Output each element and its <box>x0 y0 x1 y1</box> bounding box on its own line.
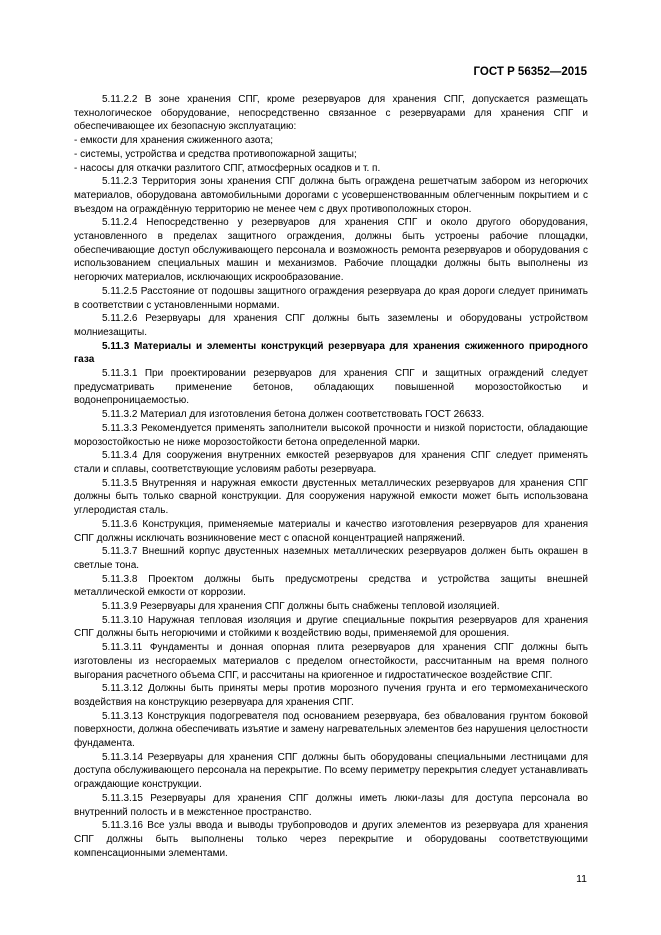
paragraph: 5.11.3.3 Рекомендуется применять заполнители высокой прочности и низкой пористости, обладающие морозостойкостью не ниже морозостойкости бетона определенной марки. <box>74 422 588 448</box>
paragraph: 5.11.3.15 Резервуары для хранения СПГ должны иметь люки-лазы для доступа персонала во внутренний полость и в межстенное пространство. <box>74 792 588 818</box>
paragraph: 5.11.3.1 При проектировании резервуаров для хранения СПГ и защитных ограждений следует предусматривать применение бетонов, обладающих повышенной морозостойкостью и водонепроницаемостью. <box>74 368 588 407</box>
paragraph: 5.11.3.9 Резервуары для хранения СПГ должны быть снабжены тепловой изоляцией. <box>102 601 500 613</box>
page-number: 11 <box>576 873 587 885</box>
paragraph: 5.11.3.14 Резервуары для хранения СПГ должны быть оборудованы специальными лестницами для доступа обслуживающего персонала на перекрытие. По всему периметру перекрытия следует устанавливать ограждающие конструкции. <box>74 751 588 791</box>
paragraph: 5.11.2.5 Расстояние от подошвы защитного ограждения резервуара до края дороги следует принимать в соответствии с установленными нормами. <box>74 285 588 311</box>
paragraph: 5.11.3.4 Для сооружения внутренних емкостей резервуаров для хранения СПГ следует применять стали и сплавы, соответствующие условиям работы резервуара. <box>74 450 588 475</box>
paragraph: 5.11.2.3 Территория зоны хранения СПГ должна быть ограждена решетчатым забором из негорючих материалов, оборудована автомобильными дорогами с усовершенствованным облегченным покрытием и с въездом на ограждённую территорию не менее чем с двух противоположных сторон. <box>74 176 588 215</box>
document-code: ГОСТ Р 56352—2015 <box>473 66 587 78</box>
list-item: - насосы для откачки разлитого СПГ, атмосферных осадков и т. п. <box>74 162 381 174</box>
paragraph: 5.11.3.11 Фундаменты и донная опорная плита резервуаров для хранения СПГ должны быть изготовлены из несгораемых материалов с пределом огнестойкости, рассчитанным на время полного выгорания расчетного объема СПГ, и рассчитаны на криогенное и гидростатическое воздействие СПГ. <box>74 642 588 681</box>
paragraph: 5.11.3.16 Все узлы ввода и выводы трубопроводов и других элементов из резервуара для хранения СПГ должны быть выполнены только через перекрытие и оборудованы соответствующими компенсационными элементами. <box>74 820 588 859</box>
paragraph: 5.11.3.13 Конструкция подогревателя под основанием резервуара, без обвалования грунтом боковой поверхности, должна обеспечивать изъятие и замену нагревательных элементов без нарушения целостности фундамента. <box>74 710 588 750</box>
paragraph: 5.11.3.6 Конструкция, применяемые материалы и качество изготовления резервуаров для хранения СПГ должны исключать возникновение мест с опасной концентрацией напряжений. <box>74 518 588 544</box>
paragraph: 5.11.3.5 Внутренняя и наружная емкости двустенных металлических резервуаров для хранения СПГ должны быть только сварной конструкции. Для сооружения наружной емкости может быть использована углеродистая сталь. <box>74 477 588 517</box>
paragraph: 5.11.3.12 Должны быть приняты меры против морозного пучения грунта и его термомеханического воздействия на конструкцию резервуара для хранения СПГ. <box>74 683 588 708</box>
paragraph: 5.11.3.2 Материал для изготовления бетона должен соответствовать ГОСТ 26633. <box>102 409 485 421</box>
paragraph: 5.11.2.2 В зоне хранения СПГ, кроме резервуаров для хранения СПГ, допускается размещать технологическое оборудование, непосредственно связанное с резервуарами для хранения СПГ и обеспечивающее их безопасную эксплуатацию: <box>74 94 588 133</box>
paragraph: 5.11.3.10 Наружная тепловая изоляция и другие специальные покрытия резервуаров для хранения СПГ должны быть негорючими и стойкими к воздействию воды, применяемой для орошения. <box>74 614 588 640</box>
paragraph: 5.11.2.4 Непосредственно у резервуаров для хранения СПГ и около другого оборудования, установленного в пределах защитного ограждения, должны быть устроены рабочие площадки, обеспечивающие доступ обслуживающего персонала и возможность ремонта резервуаров и оборудования с использованием специальных машин и механизмов. Рабочие площадки должны быть выполнены из негорючих материалов, исключающих искрообразование. <box>74 217 588 284</box>
list-item: - емкости для хранения сжиженного азота; <box>74 135 273 147</box>
section-heading: 5.11.3 Материалы и элементы конструкций резервуара для хранения сжиженного природного газа <box>74 340 588 366</box>
list-item: - системы, устройства и средства противопожарной защиты; <box>74 148 357 160</box>
paragraph: 5.11.3.7 Внешний корпус двустенных наземных металлических резервуаров должен быть окрашен в светлые тона. <box>74 546 588 571</box>
paragraph: 5.11.3.8 Проектом должны быть предусмотрены средства и устройства защиты внешней металлической емкости от коррозии. <box>74 573 588 599</box>
document-body <box>74 93 588 860</box>
paragraph: 5.11.2.6 Резервуары для хранения СПГ должны быть заземлены и оборудованы устройством молниезащиты. <box>74 313 588 338</box>
